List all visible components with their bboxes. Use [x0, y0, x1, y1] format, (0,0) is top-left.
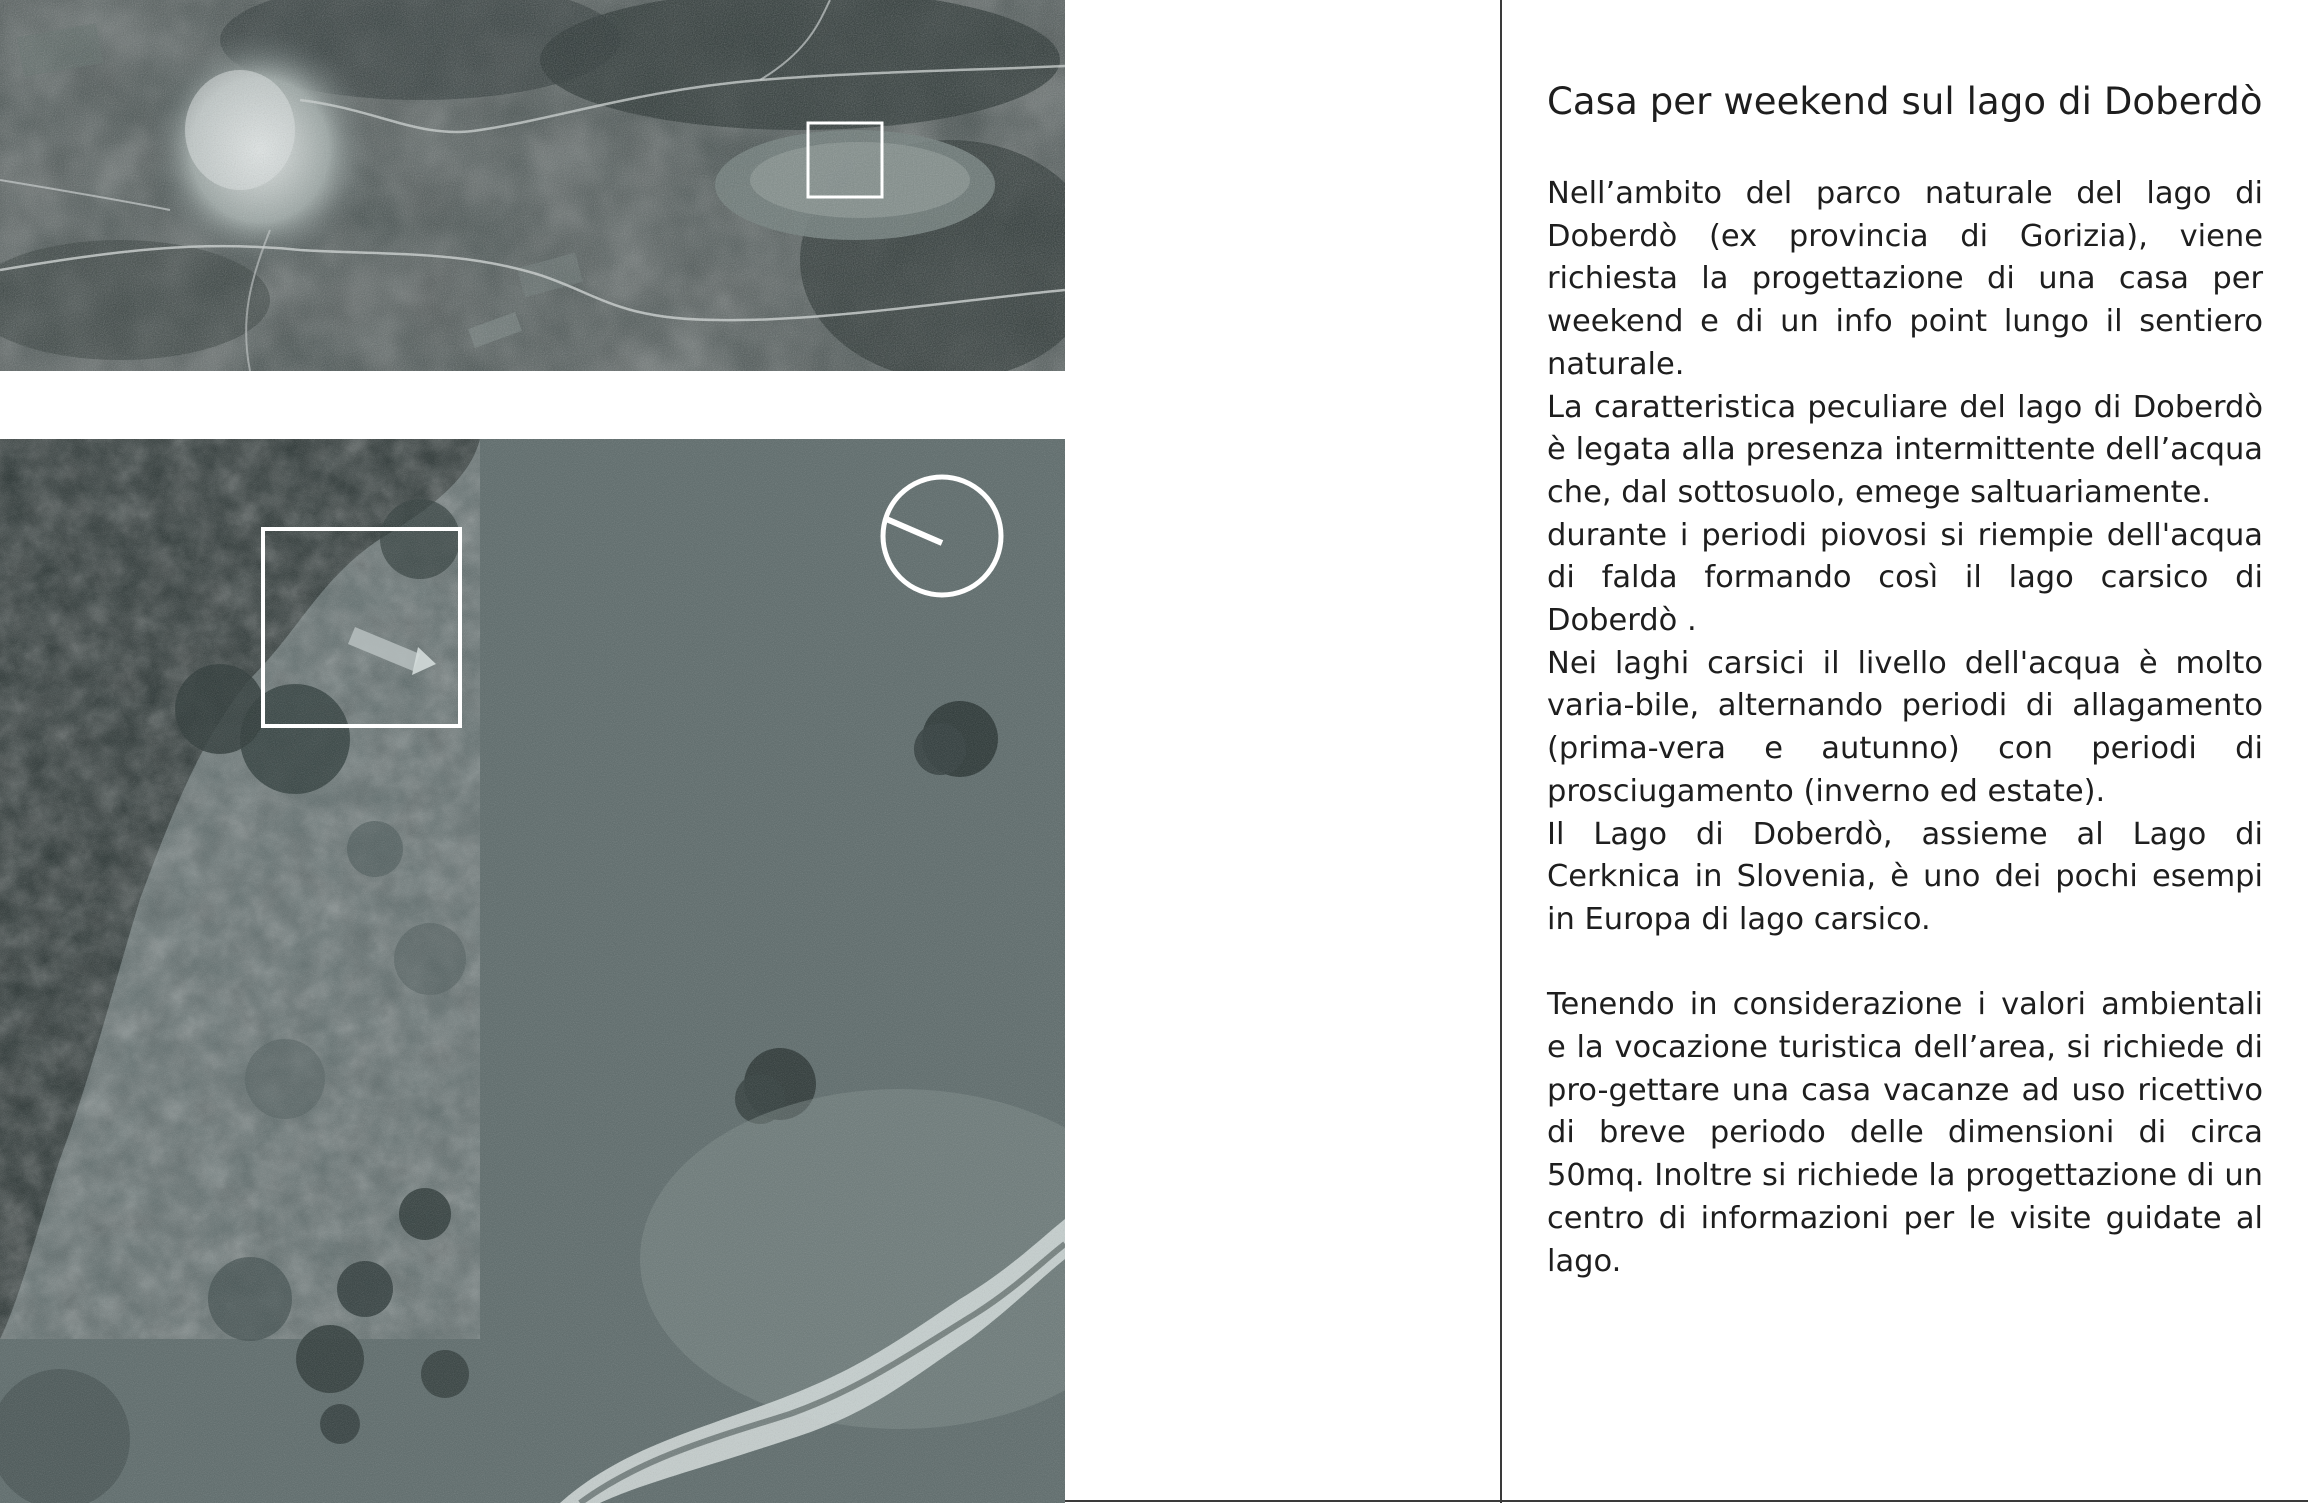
paragraph-characteristic: La caratteristica peculiare del lago di Doberdò è legata alla presenza intermittente dell’acqua che, dal sottosuolo, emege saltuariamente.	[1547, 389, 2263, 510]
overview-map-graphic	[0, 0, 1065, 371]
panel-bottom-border	[1065, 1500, 2308, 1502]
document-title: Casa per weekend sul lago di Doberdò	[1547, 80, 2263, 123]
description-panel	[1547, 80, 2263, 1283]
panel-divider	[1500, 0, 1502, 1503]
aerial-detail-image	[0, 439, 1065, 1503]
aerial-overview-image	[0, 0, 1065, 371]
paragraph-rain-periods: durante i periodi piovosi si riempie dell'acqua di falda formando così il lago carsico di Doberdò .	[1547, 517, 2263, 639]
paragraph-water-level: Nei laghi carsici il livello dell'acqua è molto varia-bile, alternando periodi di allagamento (prima-vera e autunno) con periodi di prosciugamento (inverno ed estate).	[1547, 645, 2263, 809]
detail-map-graphic	[0, 439, 1065, 1503]
paragraph-intro: Nell’ambito del parco naturale del lago di Doberdò (ex provincia di Gorizia), viene richiesta la progettazione di una casa per weekend e di un info point lungo il sentiero naturale.	[1547, 176, 2263, 382]
paragraph-requirements: Tenendo in considerazione i valori ambientali e la vocazione turistica dell’area, si richiede di pro-gettare una casa vacanze ad uso ricettivo di breve periodo delle dimensioni di circa 50mq. Inoltre si richiede la progettazione di un centro di informazioni per le visite guidate al lago.	[1547, 987, 2263, 1279]
paragraph-gap	[1547, 942, 2263, 985]
paragraph-cerknica: Il Lago di Doberdò, assieme al Lago di Cerknica in Slovenia, è uno dei pochi esempi in Europa di lago carsico.	[1547, 816, 2263, 937]
document-body	[1547, 173, 2263, 1283]
